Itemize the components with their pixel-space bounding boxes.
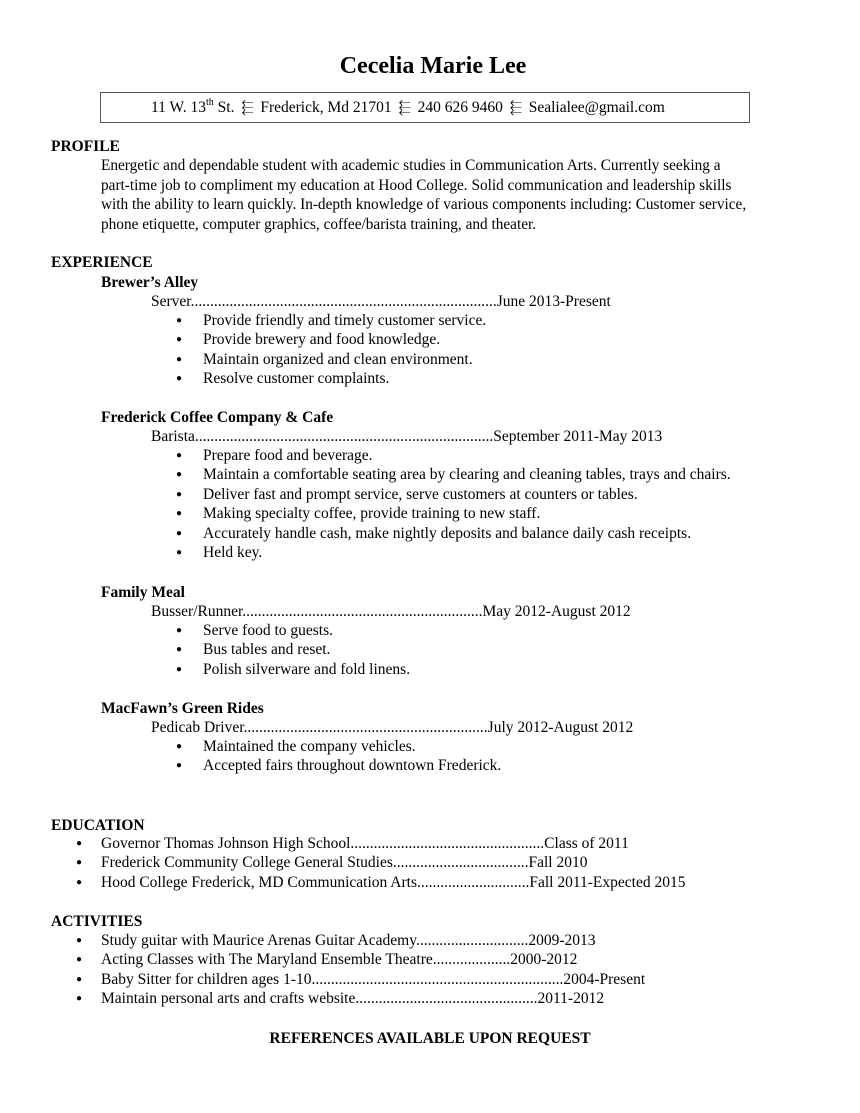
job-role-line: Barista.............................................................................September 2011-May 2013 bbox=[151, 428, 663, 445]
duty-item: ● Deliver fast and prompt service, serve customers at counters or tables. bbox=[176, 485, 731, 504]
duty-list bbox=[176, 737, 501, 776]
activities-heading: ACTIVITIES bbox=[51, 913, 143, 930]
employer-name: MacFawn’s Green Rides bbox=[101, 700, 264, 717]
education-heading: EDUCATION bbox=[51, 817, 145, 834]
address-street: 11 W. 13th St. bbox=[151, 97, 235, 116]
duty-item: ● Serve food to guests. bbox=[176, 621, 410, 640]
duty-list bbox=[176, 311, 486, 389]
education-item: ● Governor Thomas Johnson High School..................................................Class of 2011 bbox=[76, 834, 685, 853]
duty-list bbox=[176, 446, 731, 562]
experience-heading: EXPERIENCE bbox=[51, 254, 153, 271]
activity-item: ● Maintain personal arts and crafts website...............................................2011-2012 bbox=[76, 989, 645, 1008]
activity-item: ● Acting Classes with The Maryland Ensemble Theatre....................2000-2012 bbox=[76, 950, 645, 969]
duty-item: ● Held key. bbox=[176, 543, 731, 562]
duty-item: ● Provide friendly and timely customer service. bbox=[176, 311, 486, 330]
duty-item: ● Accurately handle cash, make nightly deposits and balance daily cash receipts. bbox=[176, 524, 731, 543]
contact-box bbox=[100, 92, 750, 123]
duty-item: ● Making specialty coffee, provide training to new staff. bbox=[176, 504, 731, 523]
duty-list bbox=[176, 621, 410, 679]
activity-item: ● Baby Sitter for children ages 1-10.................................................................2004-Present bbox=[76, 970, 645, 989]
profile-line: part-time job to compliment my education at Hood College. Solid communication and leadership skills bbox=[101, 176, 732, 194]
address-city: Frederick, Md 21701 bbox=[260, 99, 392, 116]
job-role-line: Pedicab Driver...............................................................July 2012-August 2012 bbox=[151, 719, 634, 736]
phone-number: 240 626 9460 bbox=[417, 99, 503, 116]
profile-heading: PROFILE bbox=[51, 138, 120, 155]
resume-name: Cecelia Marie Lee bbox=[339, 53, 527, 79]
education-list bbox=[76, 834, 685, 892]
separator-icon: ⬱ bbox=[398, 100, 411, 116]
activity-item: ● Study guitar with Maurice Arenas Guitar Academy.............................2009-2013 bbox=[76, 931, 645, 950]
profile-line: phone etiquette, computer graphics, coffee/barista training, and theater. bbox=[101, 215, 537, 233]
duty-item: ● Provide brewery and food knowledge. bbox=[176, 330, 486, 349]
education-item: ● Frederick Community College General Studies...................................Fall 2010 bbox=[76, 853, 685, 872]
duty-item: ● Maintain a comfortable seating area by clearing and cleaning tables, trays and chairs. bbox=[176, 465, 731, 484]
duty-item: ● Bus tables and reset. bbox=[176, 640, 410, 659]
duty-item: ● Maintain organized and clean environment. bbox=[176, 350, 486, 369]
employer-name: Brewer’s Alley bbox=[101, 274, 199, 291]
duty-item: ● Polish silverware and fold linens. bbox=[176, 660, 410, 679]
separator-icon: ⬱ bbox=[509, 100, 522, 116]
employer-name: Family Meal bbox=[101, 584, 185, 601]
job-role-line: Busser/Runner..............................................................May 2012-August 2012 bbox=[151, 603, 631, 620]
duty-item: ● Resolve customer complaints. bbox=[176, 369, 486, 388]
employer-name: Frederick Coffee Company & Cafe bbox=[101, 409, 334, 426]
duty-item: ● Accepted fairs throughout downtown Frederick. bbox=[176, 756, 501, 775]
job-role-line: Server...............................................................................June 2013-Present bbox=[151, 293, 611, 310]
profile-text bbox=[101, 156, 831, 234]
separator-icon: ⬱ bbox=[241, 100, 254, 116]
duty-item: ● Maintained the company vehicles. bbox=[176, 737, 501, 756]
profile-line: with the ability to learn quickly. In-depth knowledge of various components including: Customer service, bbox=[101, 196, 747, 213]
references-note: REFERENCES AVAILABLE UPON REQUEST bbox=[269, 1030, 591, 1047]
profile-line: Energetic and dependable student with academic studies in Communication Arts. Currently seeking a bbox=[101, 157, 721, 174]
email-address: Sealialee@gmail.com bbox=[528, 99, 665, 116]
duty-item: ● Prepare food and beverage. bbox=[176, 446, 731, 465]
activities-list bbox=[76, 931, 645, 1009]
education-item: ● Hood College Frederick, MD Communication Arts.............................Fall 2011-Expected 2015 bbox=[76, 873, 685, 892]
